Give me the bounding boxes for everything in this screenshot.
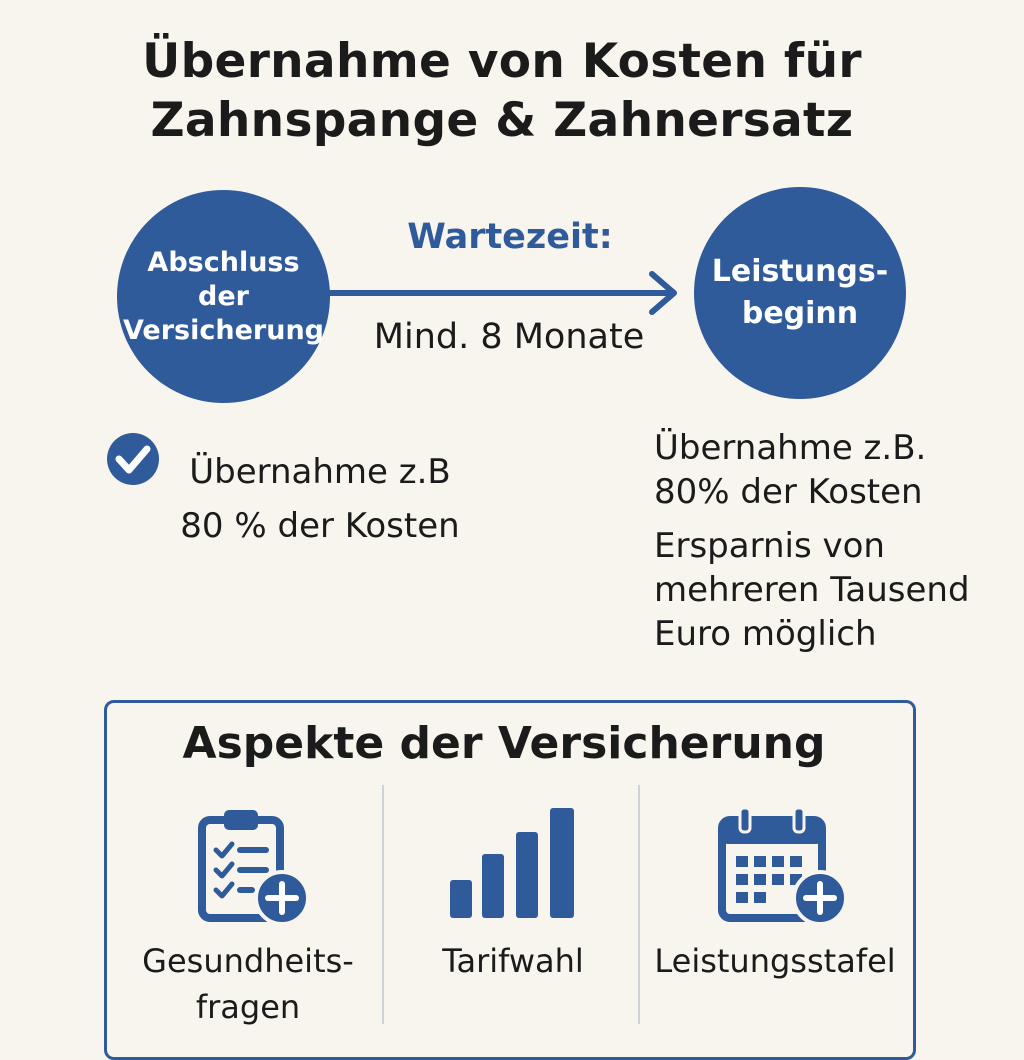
page-title	[0, 32, 1004, 150]
aspect-divider	[382, 785, 384, 1024]
aspect-label-benefit-table	[642, 938, 908, 984]
clipboard-checklist-plus-icon	[196, 806, 312, 926]
end-node-line-2: beginn	[741, 296, 859, 331]
aspect-label-line-2: fragen	[195, 988, 301, 1026]
title-line-1: Übernahme von Kosten für	[142, 34, 862, 89]
start-node	[117, 190, 330, 403]
right-note-line-3: Ersparnis von	[654, 526, 885, 566]
end-node-line-1: Leistungs-	[711, 254, 889, 289]
aspect-divider	[638, 785, 640, 1024]
waiting-period-value: Mind. 8 Monate	[373, 317, 645, 357]
aspect-label-line-1: Leistungsstafel	[654, 942, 896, 980]
waiting-period-label: Wartezeit:	[407, 217, 613, 257]
aspect-label-tariff-choice	[388, 938, 638, 984]
end-node	[694, 187, 906, 399]
start-node-line-2: der	[198, 280, 249, 312]
bar-chart-icon	[446, 806, 578, 922]
aspect-label-line-1: Gesundheits-	[142, 942, 354, 980]
timeline-arrow	[326, 268, 686, 318]
right-note-line-4: mehreren Tausend	[654, 570, 970, 610]
title-line-2: Zahnspange & Zahnersatz	[150, 93, 854, 148]
aspects-title: Aspekte der Versicherung	[182, 718, 826, 769]
right-note-line-5: Euro möglich	[654, 614, 877, 654]
left-note-line-2: 80 % der Kosten	[180, 506, 460, 546]
right-note	[654, 426, 1014, 656]
calendar-plus-icon	[716, 804, 850, 926]
right-note-line-2: 80% der Kosten	[654, 472, 923, 512]
left-note-line-1: Übernahme z.B	[189, 452, 451, 492]
start-node-line-3: Versicherung	[123, 314, 324, 346]
start-node-line-1: Abschluss	[147, 246, 300, 278]
left-note	[150, 445, 490, 553]
aspect-label-health-questions	[118, 938, 378, 1030]
right-note-line-1: Übernahme z.B.	[654, 428, 927, 468]
aspect-label-line-1: Tarifwahl	[442, 942, 584, 980]
